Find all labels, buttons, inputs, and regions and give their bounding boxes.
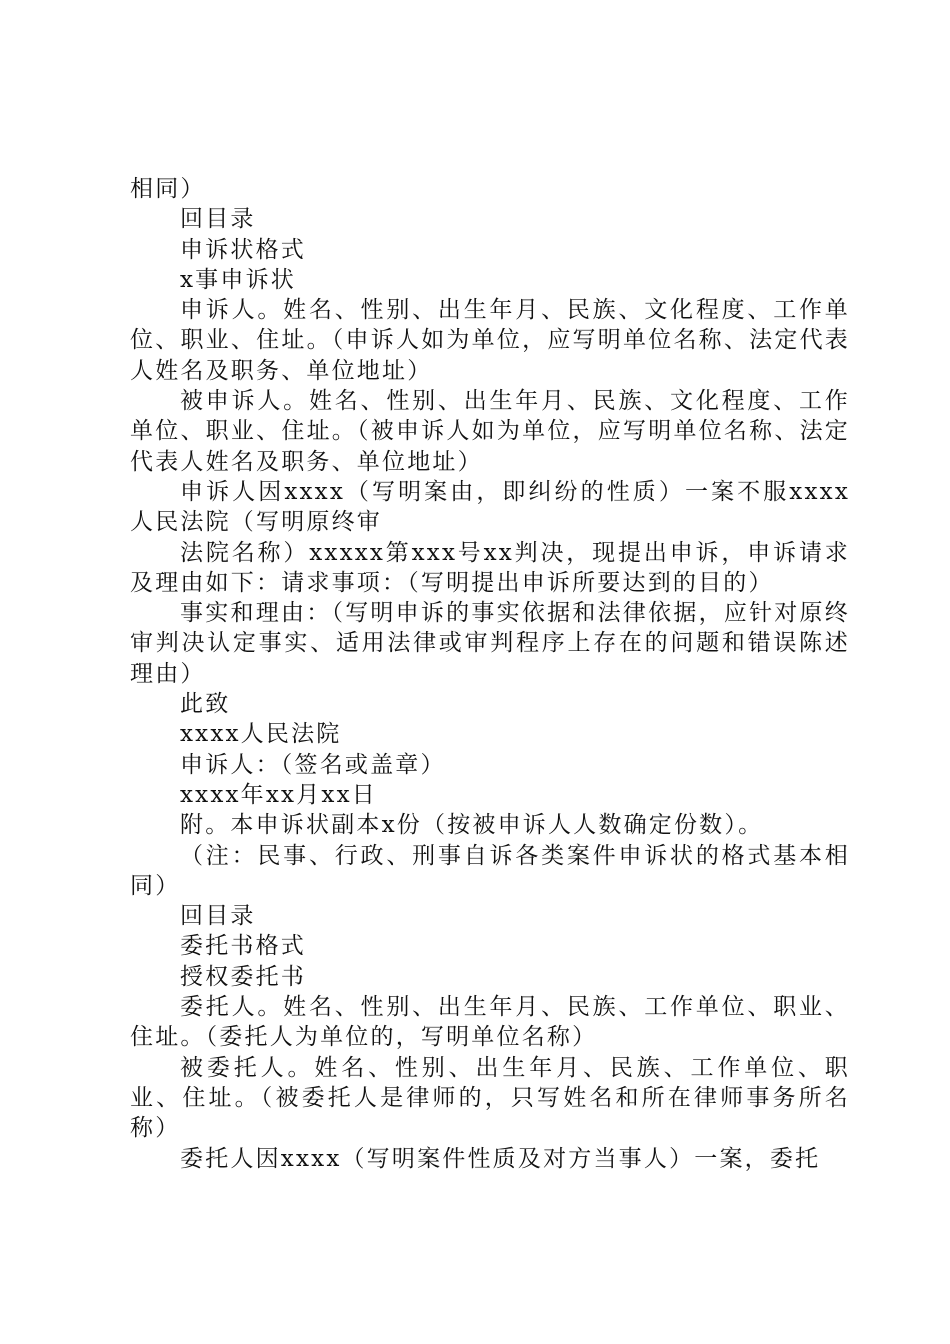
paragraph: 法院名称）xxxxx第xxx号xx判决，现提出申诉，申诉请求及理由如下：请求事项：（写明提出申诉所要达到的目的） [130,539,850,596]
link-back-to-contents[interactable]: 回目录 [180,206,256,233]
paragraph: 委托人。姓名、性别、出生年月、民族、工作单位、职业、住址。（委托人为单位的，写明单位名称） [130,994,850,1051]
link-back-to-contents[interactable]: 回目录 [180,903,256,930]
section-heading: 申诉状格式 [180,236,306,263]
paragraph: 申诉人因xxxx（写明案由，即纠纷的性质）一案不服xxxx人民法院（写明原终审 [130,478,850,536]
attachment-note: 附。本申诉状副本x份（按被申诉人人数确定份数）。 [180,812,764,839]
section-heading: 委托书格式 [180,933,306,960]
paragraph: 申诉人。姓名、性别、出生年月、民族、文化程度、工作单位、职业、住址。（申诉人如为单位，应写明单位名称、法定代表人姓名及职务、单位地址） [130,297,850,384]
paragraph: 委托人因xxxx（写明案件性质及对方当事人）一案，委托 [180,1145,821,1172]
note: （注：民事、行政、刑事自诉各类案件申诉状的格式基本相同） [130,842,850,899]
paragraph: 被申诉人。姓名、性别、出生年月、民族、文化程度、工作单位、职业、住址。（被申诉人如为单位，应写明单位名称、法定代表人姓名及职务、单位地址） [130,388,850,475]
recipient: xxxx人民法院 [180,721,342,748]
document-title: x事申诉状 [180,266,296,293]
paragraph: 被委托人。姓名、性别、出生年月、民族、工作单位、职业、住址。（被委托人是律师的，只写姓名和所在律师事务所名称） [130,1054,850,1142]
paragraph: 事实和理由：（写明申诉的事实依据和法律依据，应针对原终审判决认定事实、适用法律或审判程序上存在的问题和错误陈述理由） [130,600,850,687]
signature-line: 申诉人：（签名或盖章） [180,751,446,778]
salutation: 此致 [180,691,231,718]
document-title: 授权委托书 [180,963,306,990]
date-line: xxxx年xx月xx日 [180,781,377,808]
document-body [130,174,850,1174]
paragraph: 相同） [130,176,206,202]
